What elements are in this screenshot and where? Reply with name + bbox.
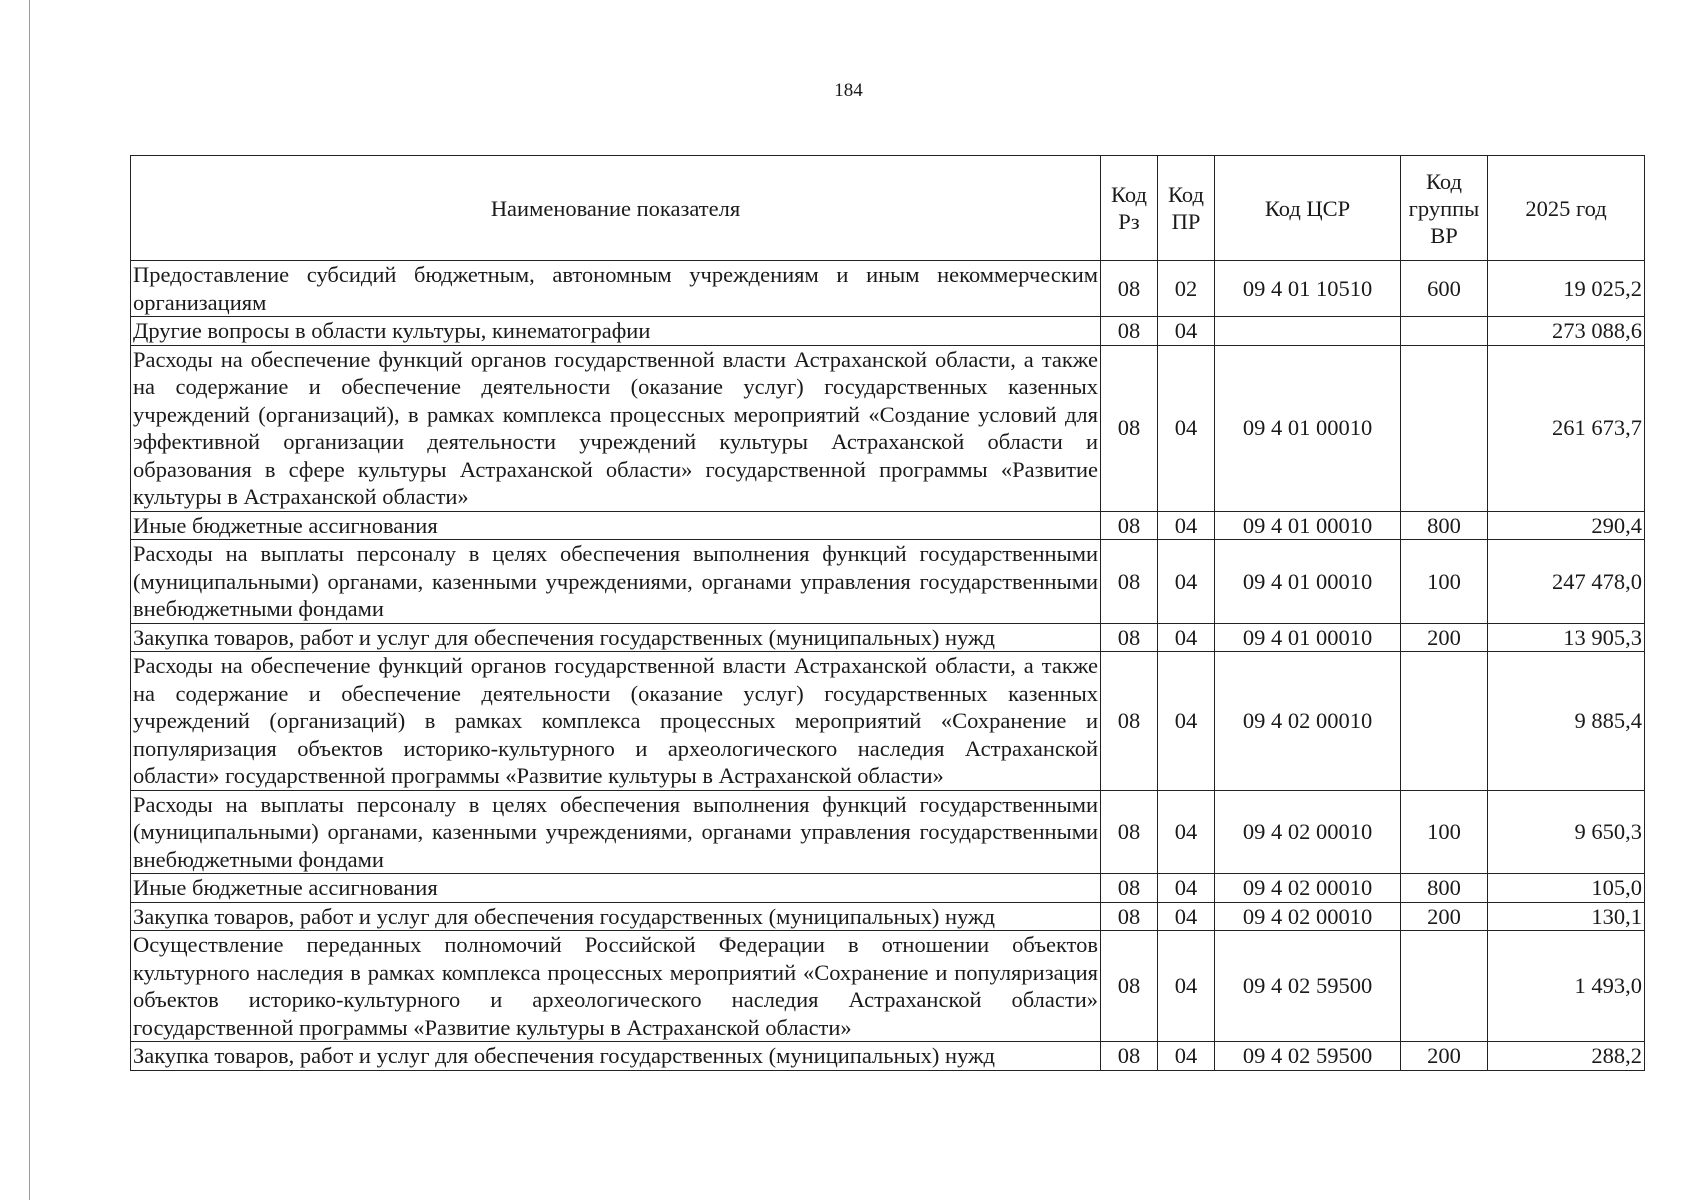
- table-row: [131, 1042, 1645, 1071]
- header-pr-code: Код ПР: [1158, 156, 1215, 261]
- row-indicator-name: Закупка товаров, работ и услуг для обеспечения государственных (муниципальных) нужд: [131, 1042, 1101, 1071]
- row-pr-code: 04: [1158, 652, 1215, 791]
- row-vr-group-code: 800: [1401, 874, 1488, 903]
- row-csr-code: 09 4 01 00010: [1215, 623, 1401, 652]
- row-vr-group-code: 100: [1401, 790, 1488, 874]
- row-amount-2025: 288,2: [1488, 1042, 1645, 1071]
- row-rz-code: 08: [1101, 652, 1158, 791]
- row-pr-code: 04: [1158, 790, 1215, 874]
- header-rz-code: Код Рз: [1101, 156, 1158, 261]
- row-indicator-name: Закупка товаров, работ и услуг для обеспечения государственных (муниципальных) нужд: [131, 902, 1101, 931]
- row-csr-code: 09 4 02 00010: [1215, 902, 1401, 931]
- row-amount-2025: 130,1: [1488, 902, 1645, 931]
- row-csr-code: 09 4 02 00010: [1215, 874, 1401, 903]
- row-pr-code: 04: [1158, 511, 1215, 540]
- row-indicator-name: Осуществление переданных полномочий Российской Федерации в отношении объектов культурного наследия в рамках комплекса процессных мероприятий «Сохранение и популяризация объектов историко-культурного и археологического наследия Астраханской области» государственной программы «Развитие культуры в Астраханской области»: [131, 931, 1101, 1042]
- row-rz-code: 08: [1101, 317, 1158, 346]
- row-pr-code: 04: [1158, 623, 1215, 652]
- row-pr-code: 04: [1158, 931, 1215, 1042]
- row-csr-code: 09 4 02 00010: [1215, 652, 1401, 791]
- row-amount-2025: 247 478,0: [1488, 540, 1645, 624]
- row-pr-code: 04: [1158, 317, 1215, 346]
- row-amount-2025: 261 673,7: [1488, 345, 1645, 511]
- row-pr-code: 04: [1158, 874, 1215, 903]
- row-indicator-name: Иные бюджетные ассигнования: [131, 511, 1101, 540]
- table-row: [131, 317, 1645, 346]
- row-vr-group-code: 200: [1401, 623, 1488, 652]
- header-year-2025: 2025 год: [1488, 156, 1645, 261]
- row-rz-code: 08: [1101, 511, 1158, 540]
- row-amount-2025: 9 650,3: [1488, 790, 1645, 874]
- row-amount-2025: 9 885,4: [1488, 652, 1645, 791]
- scan-edge-line: [29, 0, 30, 1200]
- row-rz-code: 08: [1101, 874, 1158, 903]
- row-indicator-name: Расходы на обеспечение функций органов государственной власти Астраханской области, а также на содержание и обеспечение деятельности (оказание услуг) государственных казенных учреждений (организаций) в рамках комплекса процессных мероприятий «Сохранение и популяризация объектов историко-культурного и археологического наследия Астраханской области» государственной программы «Развитие культуры в Астраханской области»: [131, 652, 1101, 791]
- table-row: [131, 511, 1645, 540]
- table-row: [131, 874, 1645, 903]
- row-vr-group-code: [1401, 652, 1488, 791]
- row-amount-2025: 290,4: [1488, 511, 1645, 540]
- row-indicator-name: Расходы на выплаты персоналу в целях обеспечения выполнения функций государственными (муниципальными) органами, казенными учреждениями, органами управления государственными внебюджетными фондами: [131, 790, 1101, 874]
- row-vr-group-code: [1401, 345, 1488, 511]
- row-vr-group-code: 200: [1401, 902, 1488, 931]
- table-row: [131, 652, 1645, 791]
- row-csr-code: 09 4 01 00010: [1215, 540, 1401, 624]
- row-indicator-name: Иные бюджетные ассигнования: [131, 874, 1101, 903]
- row-vr-group-code: 600: [1401, 261, 1488, 317]
- table-header-row: [131, 156, 1645, 261]
- row-indicator-name: Расходы на выплаты персоналу в целях обеспечения выполнения функций государственными (муниципальными) органами, казенными учреждениями, органами управления государственными внебюджетными фондами: [131, 540, 1101, 624]
- row-indicator-name: Закупка товаров, работ и услуг для обеспечения государственных (муниципальных) нужд: [131, 623, 1101, 652]
- row-vr-group-code: [1401, 931, 1488, 1042]
- row-pr-code: 04: [1158, 345, 1215, 511]
- row-rz-code: 08: [1101, 1042, 1158, 1071]
- row-rz-code: 08: [1101, 931, 1158, 1042]
- table-row: [131, 902, 1645, 931]
- row-rz-code: 08: [1101, 623, 1158, 652]
- row-pr-code: 04: [1158, 902, 1215, 931]
- row-indicator-name: Предоставление субсидий бюджетным, автономным учреждениям и иным некоммерческим организациям: [131, 261, 1101, 317]
- row-amount-2025: 19 025,2: [1488, 261, 1645, 317]
- row-pr-code: 02: [1158, 261, 1215, 317]
- row-csr-code: 09 4 01 10510: [1215, 261, 1401, 317]
- row-amount-2025: 105,0: [1488, 874, 1645, 903]
- row-rz-code: 08: [1101, 261, 1158, 317]
- row-indicator-name: Другие вопросы в области культуры, кинематографии: [131, 317, 1101, 346]
- table-row: [131, 790, 1645, 874]
- header-csr-code: Код ЦСР: [1215, 156, 1401, 261]
- row-rz-code: 08: [1101, 790, 1158, 874]
- row-csr-code: 09 4 02 00010: [1215, 790, 1401, 874]
- row-csr-code: 09 4 02 59500: [1215, 1042, 1401, 1071]
- row-csr-code: 09 4 02 59500: [1215, 931, 1401, 1042]
- row-rz-code: 08: [1101, 540, 1158, 624]
- table-row: [131, 540, 1645, 624]
- header-indicator-name: Наименование показателя: [131, 156, 1101, 261]
- row-pr-code: 04: [1158, 1042, 1215, 1071]
- row-vr-group-code: 200: [1401, 1042, 1488, 1071]
- row-amount-2025: 1 493,0: [1488, 931, 1645, 1042]
- row-vr-group-code: [1401, 317, 1488, 346]
- table-row: [131, 931, 1645, 1042]
- header-vr-group-code: Код группы ВР: [1401, 156, 1488, 261]
- row-rz-code: 08: [1101, 345, 1158, 511]
- row-csr-code: [1215, 317, 1401, 346]
- page-number: 184: [834, 80, 863, 101]
- row-indicator-name: Расходы на обеспечение функций органов государственной власти Астраханской области, а также на содержание и обеспечение деятельности (оказание услуг) государственных казенных учреждений (организаций), в рамках комплекса процессных мероприятий «Создание условий для эффективной организации деятельности учреждений культуры Астраханской области и образования в сфере культуры Астраханской области» государственной программы «Развитие культуры в Астраханской области»: [131, 345, 1101, 511]
- table-row: [131, 623, 1645, 652]
- row-vr-group-code: 100: [1401, 540, 1488, 624]
- row-amount-2025: 273 088,6: [1488, 317, 1645, 346]
- table-row: [131, 261, 1645, 317]
- row-amount-2025: 13 905,3: [1488, 623, 1645, 652]
- row-csr-code: 09 4 01 00010: [1215, 345, 1401, 511]
- row-pr-code: 04: [1158, 540, 1215, 624]
- row-vr-group-code: 800: [1401, 511, 1488, 540]
- table-row: [131, 345, 1645, 511]
- row-csr-code: 09 4 01 00010: [1215, 511, 1401, 540]
- row-rz-code: 08: [1101, 902, 1158, 931]
- budget-table: [130, 155, 1645, 1071]
